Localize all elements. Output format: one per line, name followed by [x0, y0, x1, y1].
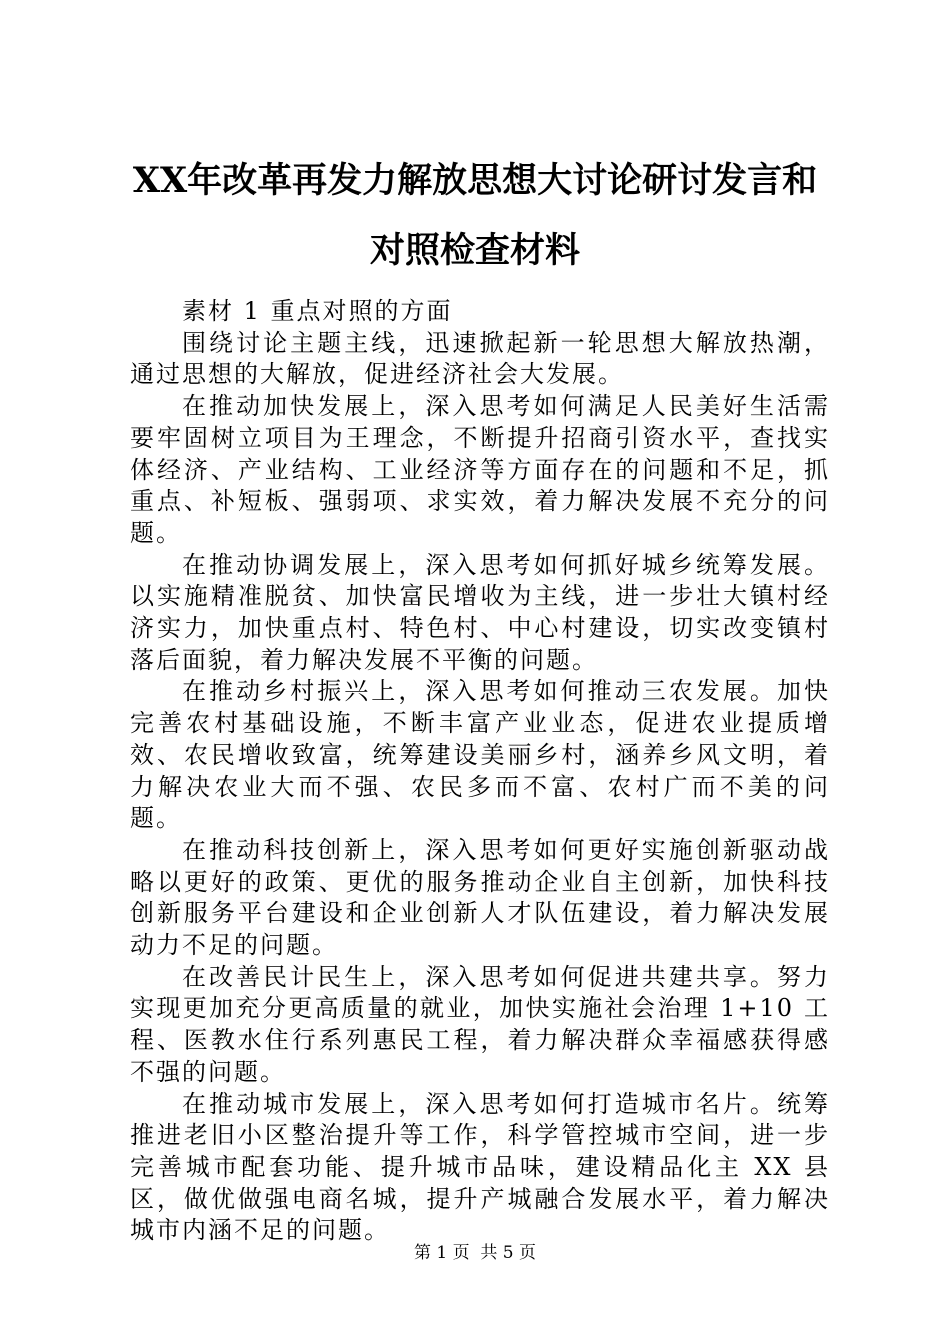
paragraph: 在推动乡村振兴上，深入思考如何推动三农发展。加快完善农村基础设施，不断丰富产业业态，促进农业提质增效、农民增收致富，统筹建设美丽乡村，涵养乡风文明，着力解决农业大而不强、农民多而不富、农村广而不美的问题。 — [130, 677, 830, 833]
page-footer — [0, 1242, 950, 1264]
title-line-1: XX年改革再发力解放思想大讨论研讨发言和 — [132, 160, 818, 201]
paragraph: 在推动协调发展上，深入思考如何抓好城乡统筹发展。以实施精准脱贫、加快富民增收为主线，进一步壮大镇村经济实力，加快重点村、特色村、中心村建设，切实改变镇村落后面貌，着力解决发展不平衡的问题。 — [130, 550, 830, 674]
paragraph: 在改善民计民生上，深入思考如何促进共建共享。努力实现更加充分更高质量的就业，加快实施社会治理 1+10 工程、医教水住行系列惠民工程，着力解决群众幸福感获得感不强的问题。 — [130, 962, 830, 1086]
page-number: 第 1 页 共 5 页 — [413, 1243, 537, 1263]
title-line-2: 对照检查材料 — [369, 230, 580, 271]
document-body — [130, 296, 830, 1247]
paragraph: 围绕讨论主题主线，迅速掀起新一轮思想大解放热潮，通过思想的大解放，促进经济社会大发展。 — [130, 328, 830, 389]
paragraph: 在推动加快发展上，深入思考如何满足人民美好生活需要牢固树立项目为王理念，不断提升招商引资水平，查找实体经济、产业结构、工业经济等方面存在的问题和不足，抓重点、补短板、强弱项、求实效，着力解决发展不充分的问题。 — [130, 392, 830, 547]
paragraph: 素材 1 重点对照的方面 — [182, 297, 453, 325]
document-title — [120, 146, 830, 286]
paragraph: 在推动城市发展上，深入思考如何打造城市名片。统筹推进老旧小区整治提升等工作，科学管控城市空间，进一步完善城市配套功能、提升城市品味，建设精品化主 XX 县区，做优做强电商名城，提升产城融合发展水平，着力解决城市内涵不足的问题。 — [130, 1089, 830, 1245]
paragraph: 在推动科技创新上，深入思考如何更好实施创新驱动战略以更好的政策、更优的服务推动企业自主创新，加快科技创新服务平台建设和企业创新人才队伍建设，着力解决发展动力不足的问题。 — [130, 835, 830, 960]
